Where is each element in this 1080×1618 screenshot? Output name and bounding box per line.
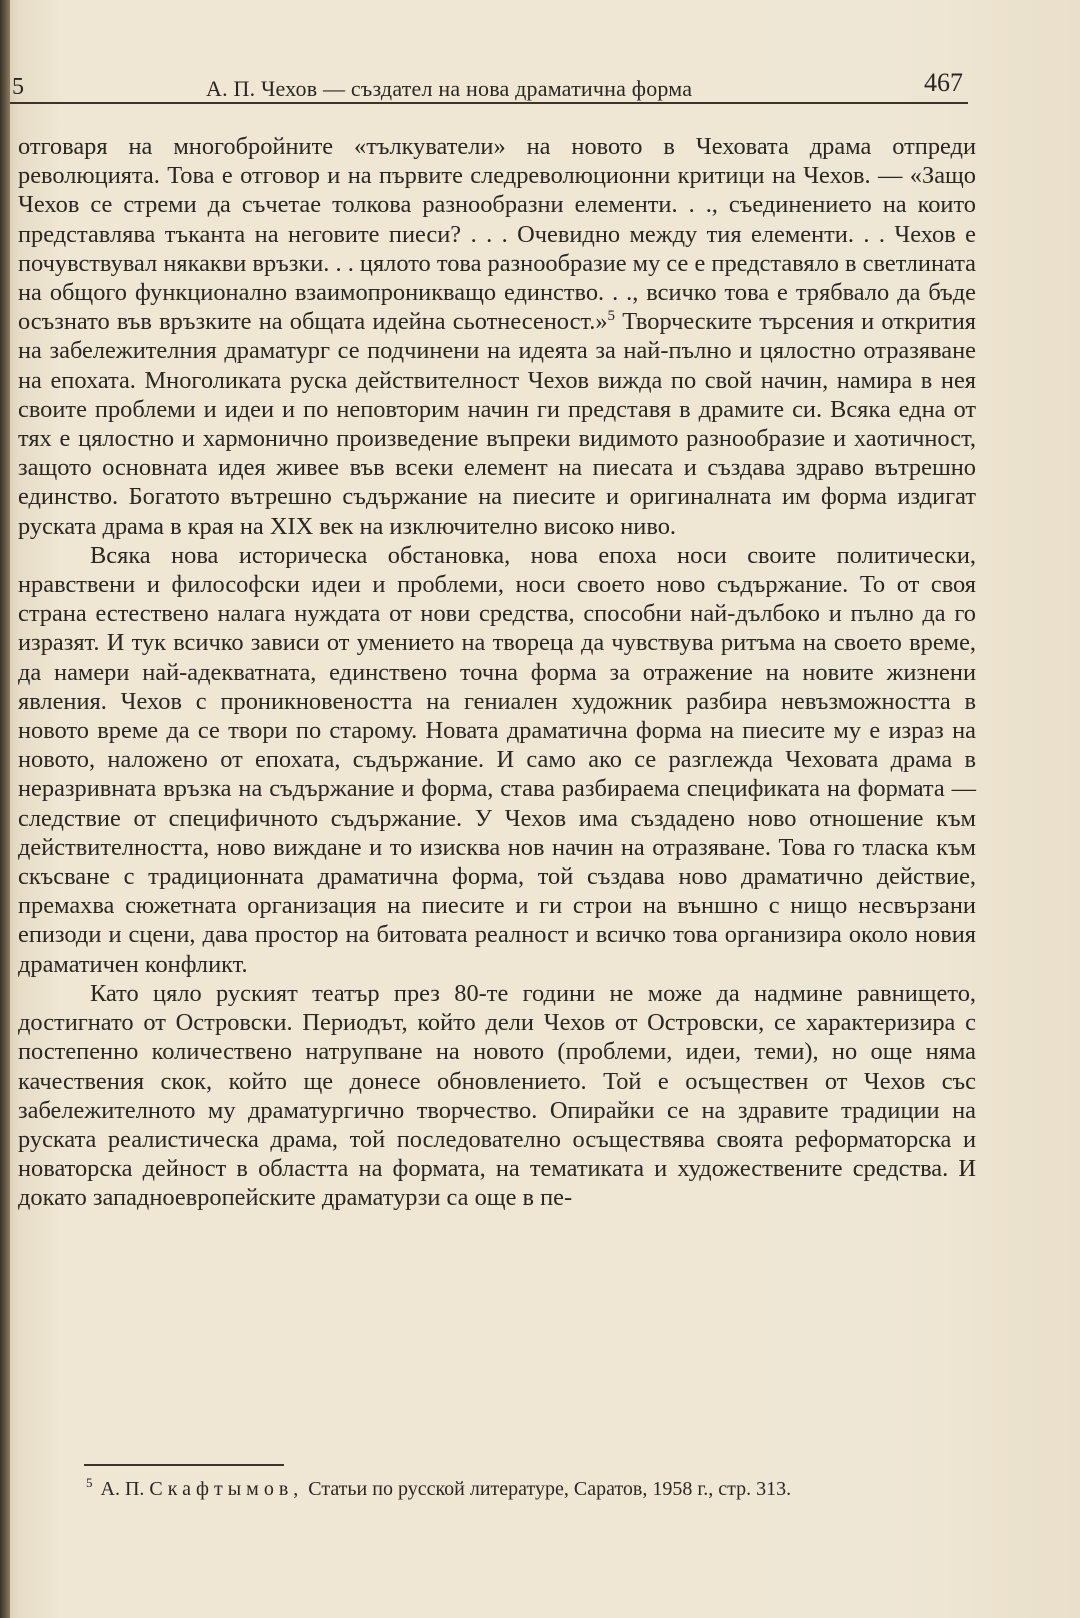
footnote [86,1476,986,1502]
page-header [10,64,970,104]
previous-page-mark: 5 [12,74,24,100]
footnote-rule [84,1464,284,1466]
paragraph-1-part-1: отговаря на многобройните «тълкуватели» на новото в Чеховата драма отпреди революцията. Това е отговор и на първите следреволюционни критици на Чехов. — «Защо Чехов се стреми да съчетае толкова разнообразни елементи. . ., съединението на които представлява тъканта на неговите пиеси? . . . Очевидно между тия елементи. . . Чехов е почувствувал някакви връзки. . . цялото това разнообразие му се е представяло в светлината на общого функционално взаимопроникващо единство. . ., всичко това е трябвало да бъде осъзнато във връзките на общата идейна сьотнесеност.» [18,133,976,336]
paragraph-2: Всяка нова историческа обстановка, нова епоха носи своите политически, нравствени и философски идеи и проблеми, носи своето ново съдържание. То от своя страна естествено налага нуждата от нови средства, способни най-дълбоко и пълно да го изразят. И тук всичко зависи от умението на твореца да чувствува ритъма на своето време, да намери най-адекватната, единствено точна форма за отражение на новите жизнени явления. Чехов с проникновеността на гениален художник разбира невъзможността в новото време да се твори по старому. Новата драматична форма на пиесите му е израз на новото, наложено от епохата, съдържание. И само ако се разглежда Чеховата драма в неразривната връзка на съдържание и форма, става разбираема спецификата на формата — следствие от специфичното съдържание. У Чехов има създадено ново отношение към действителността, ново виждане и то изисква нов начин на отразяване. Това го тласка към скъсване с традиционната драматична форма, той създава ново драматично действие, премахва сюжетната организация на пиесите и ги строи на външно с нищо несвързани епизоди и сцени, дава простор на битовата реалност и всичко това организира около новия драматичен конфликт. [18,541,976,978]
footnote-citation: Статьи по русской литературе, Саратов, 1958 г., стр. 313. [308,1478,792,1500]
body-text [18,132,976,1213]
book-spine-shadow [0,0,10,1618]
paragraph-1-part-2: Творческите търсения и открития на забележителния драматург се подчинени на идеята за най-пълно и цялостно отразяване на епохата. Многоликата руска действителност Чехов вижда по свой начин, намира в нея своите проблеми и идеи и по неповторим начин ги представя в драмите си. Всяка една от тях е цялостно и хармонично произведение въпреки видимото разнообразие и хаотичност, защото основната идея живее във всеки елемент на пиесата и създава здраво вътрешно единство. Богатото вътрешно съдържание на пиесите и оригиналната им форма издигат руската драма в края на XIX век на изключително високо ниво. [18,308,976,540]
paragraph-1 [18,132,976,541]
footnote-number: 5 [86,1475,93,1491]
running-title: А. П. Чехов — създател на нова драматична форма [206,76,693,101]
footnote-author-initials: А. П. [100,1478,145,1500]
page-number: 467 [924,68,963,97]
footnote-reference: 5 [607,308,616,325]
header-rule [10,102,968,104]
footnote-author-surname: Скафтымов, [149,1478,304,1500]
paragraph-3: Като цяло руският театър през 80-те години не може да надмине равнището, достигнато от Островски. Периодът, който дели Чехов от Островски, се характеризира с постепенно количествено натрупване на новото (проблеми, идеи, теми), но още няма качествения скок, който ще донесе обновлението. Той е осъществен от Чехов със забележителното му драматургично творчество. Опирайки се на здравите традиции на руската реалистическа драма, той последователно осъществява своята реформаторска и новаторска дейност в областта на формата, на тематиката и художествените средства. И докато западноевропейските драматурзи са още в пе- [18,979,976,1212]
